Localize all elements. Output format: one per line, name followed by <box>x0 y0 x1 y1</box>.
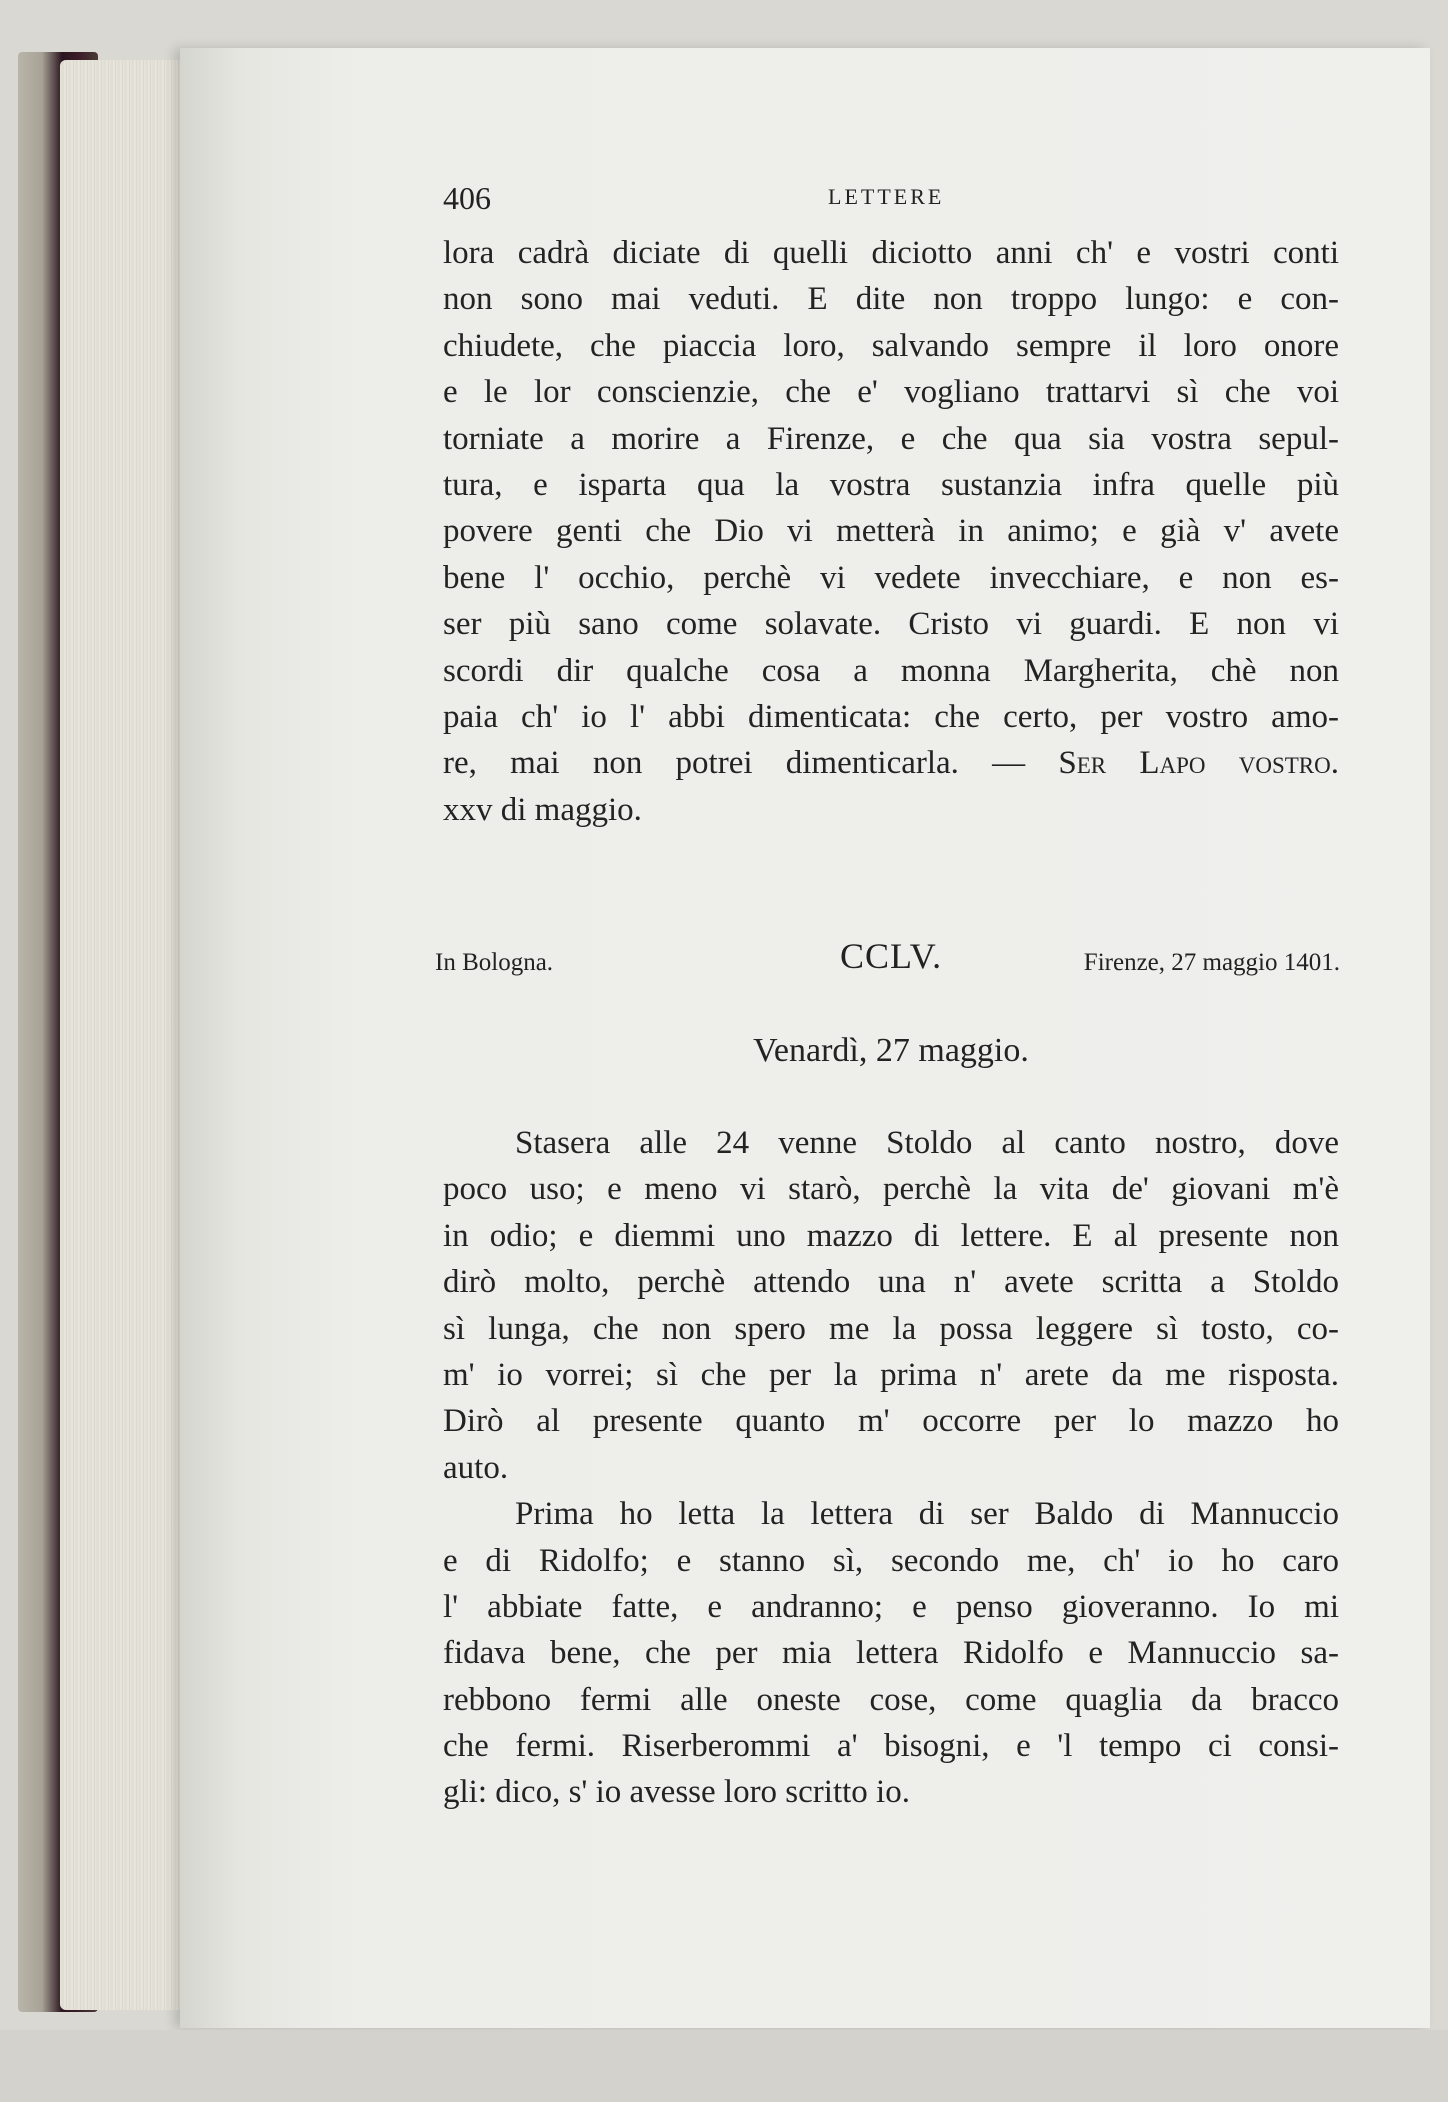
text-line: scordi dir qualche cosa a monna Margherita, chè non <box>443 652 1339 689</box>
text-line: bene l' occhio, perchè vi vedete invecchiare, e non es- <box>443 559 1339 596</box>
text-line: paia ch' io l' abbi dimenticata: che certo, per vostro amo- <box>443 698 1339 735</box>
signature: Ser Lapo vostro. <box>1058 745 1339 782</box>
text-line: gli: dico, s' io avesse loro scritto io. <box>443 1774 910 1811</box>
letter-place-date: Firenze, 27 maggio 1401. <box>1083 949 1340 976</box>
text-line-with-signature <box>443 740 1339 786</box>
letter-header <box>435 935 1340 983</box>
text-line: m' io vorrei; sì che per la prima n' arete da me risposta. <box>443 1356 1339 1393</box>
letter-continuation <box>443 230 1339 833</box>
text-line: povere genti che Dio vi metterà in animo; e già v' avete <box>443 513 1339 550</box>
text-line: fidava bene, che per mia lettera Ridolfo e Mannuccio sa- <box>443 1635 1339 1672</box>
text-line: auto. <box>443 1449 509 1486</box>
text-line: non sono mai veduti. E dite non troppo lungo: e con- <box>443 281 1339 318</box>
page-edges <box>60 60 200 2010</box>
text-line: torniate a morire a Firenze, e che qua sia vostra sepul- <box>443 420 1339 457</box>
date-heading: Venardì, 27 maggio. <box>753 1032 1029 1069</box>
text-line: e di Ridolfo; e stanno sì, secondo me, ch' io ho caro <box>443 1542 1339 1579</box>
text-line: lora cadrà diciate di quelli diciotto anni ch' e vostri conti <box>443 235 1339 271</box>
text-line: tura, e isparta qua la vostra sustanzia infra quelle più <box>443 466 1339 503</box>
page-header <box>443 180 1339 220</box>
text-line: che fermi. Riserberommi a' bisogni, e 'l tempo ci consi- <box>443 1728 1339 1765</box>
running-head: LETTERE <box>828 184 945 209</box>
text-line: sì lunga, che non spero me la possa leggere sì tosto, co- <box>443 1310 1339 1347</box>
text-line: in odio; e diemmi uno mazzo di lettere. E al presente non <box>443 1217 1339 1254</box>
text-line: l' abbiate fatte, e andranno; e penso gioveranno. Io mi <box>443 1588 1339 1625</box>
text-line: rebbono fermi alle oneste cose, come quaglia da bracco <box>443 1681 1339 1718</box>
text-segment: re, mai non potrei dimenticarla. — <box>443 745 1059 782</box>
letter-number: CCLV. <box>840 936 943 976</box>
page-number: 406 <box>443 180 491 216</box>
text-line: Prima ho letta la lettera di ser Baldo di Mannuccio <box>515 1496 1339 1533</box>
text-line: Dirò al presente quanto m' occorre per lo mazzo ho <box>443 1403 1339 1440</box>
addressee: In Bologna. <box>435 949 554 976</box>
letter-body <box>443 1120 1339 1816</box>
text-line: ser più sano come solavate. Cristo vi guardi. E non vi <box>443 606 1339 643</box>
letter-date-closing: xxv di maggio. <box>443 791 642 828</box>
background-strip <box>0 2030 1448 2102</box>
text-line: poco uso; e meno vi starò, perchè la vita de' giovani m'è <box>443 1171 1339 1208</box>
text-line: dirò molto, perchè attendo una n' avete scritta a Stoldo <box>443 1264 1339 1301</box>
text-line: e le lor conscienzie, che e' vogliano trattarvi sì che voi <box>443 374 1339 411</box>
text-line: Stasera alle 24 venne Stoldo al canto nostro, dove <box>515 1125 1339 1161</box>
text-line: chiudete, che piaccia loro, salvando sempre il loro onore <box>443 327 1339 364</box>
